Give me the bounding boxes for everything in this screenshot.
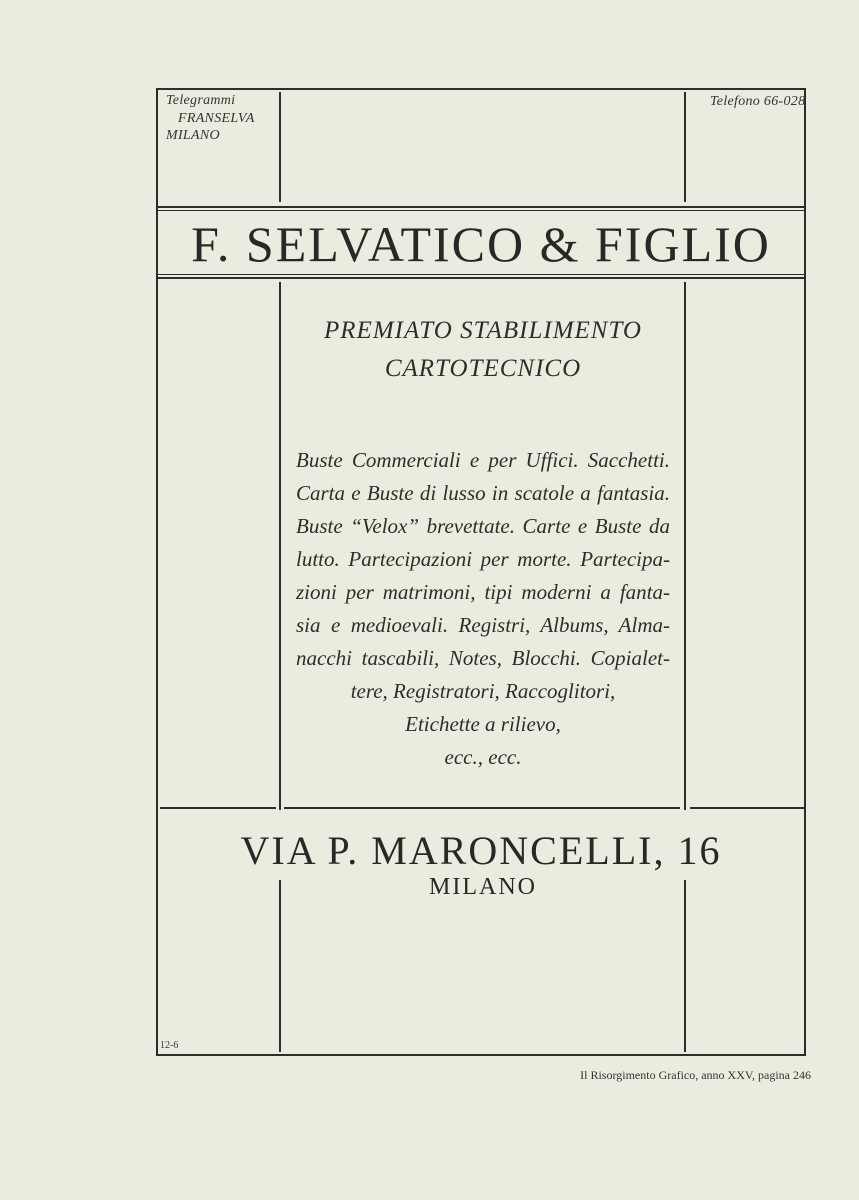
top-left-divider	[279, 92, 281, 202]
rule-above-address-left	[160, 807, 276, 809]
telegram-city: MILANO	[166, 128, 220, 143]
products-line-7: nacchi tascabili, Notes, Blocchi. Copialet-	[296, 646, 670, 670]
bottom-right-divider	[684, 880, 686, 1052]
rule-above-name-thin	[158, 210, 804, 211]
top-right-divider	[684, 92, 686, 202]
subtitle-line-1: PREMIATO STABILIMENTO	[324, 317, 642, 344]
telegram-code: FRANSELVA	[178, 111, 255, 126]
products-line-4: lutto. Partecipazioni per morte. Partecipa-	[296, 547, 670, 571]
rule-above-address-right	[690, 807, 804, 809]
products-line-1: Buste Commerciali e per Uffici. Sacchetti.	[296, 448, 670, 472]
street-address: VIA P. MARONCELLI, 16	[240, 828, 722, 873]
plate-number: 12-6	[160, 1040, 179, 1051]
products-line-10: ecc., ecc.	[444, 745, 522, 769]
subtitle-line-2: CARTOTECNICO	[384, 355, 582, 382]
middle-right-divider	[684, 282, 686, 810]
address-city: MILANO	[429, 874, 537, 900]
telegram-label: Telegrammi	[166, 93, 236, 108]
rule-above-address-center	[284, 807, 680, 809]
products-line-5: zioni per matrimoni, tipi moderni a fanta-	[296, 580, 670, 604]
products-line-9: Etichette a rilievo,	[405, 712, 561, 736]
products-line-8: tere, Registratori, Raccoglitori,	[350, 679, 616, 703]
telephone: Telefono 66-028	[710, 94, 806, 109]
rule-below-name-thin	[158, 274, 804, 275]
bottom-left-divider	[279, 880, 281, 1052]
products-line-2: Carta e Buste di lusso in scatole a fantasia.	[296, 481, 670, 505]
footer-credit: Il Risorgimento Grafico, anno XXV, pagina 246	[580, 1068, 811, 1082]
middle-left-divider	[279, 282, 281, 810]
products-line-3: Buste “Velox” brevettate. Carte e Buste da	[296, 514, 670, 538]
rule-above-name-thick	[158, 206, 804, 208]
rule-below-name-thick	[158, 277, 804, 279]
products-list	[296, 444, 670, 774]
products-line-6: sia e medioevali. Registri, Albums, Alma-	[296, 613, 670, 637]
firm-name: F. SELVATICO & FIGLIO	[191, 216, 771, 272]
